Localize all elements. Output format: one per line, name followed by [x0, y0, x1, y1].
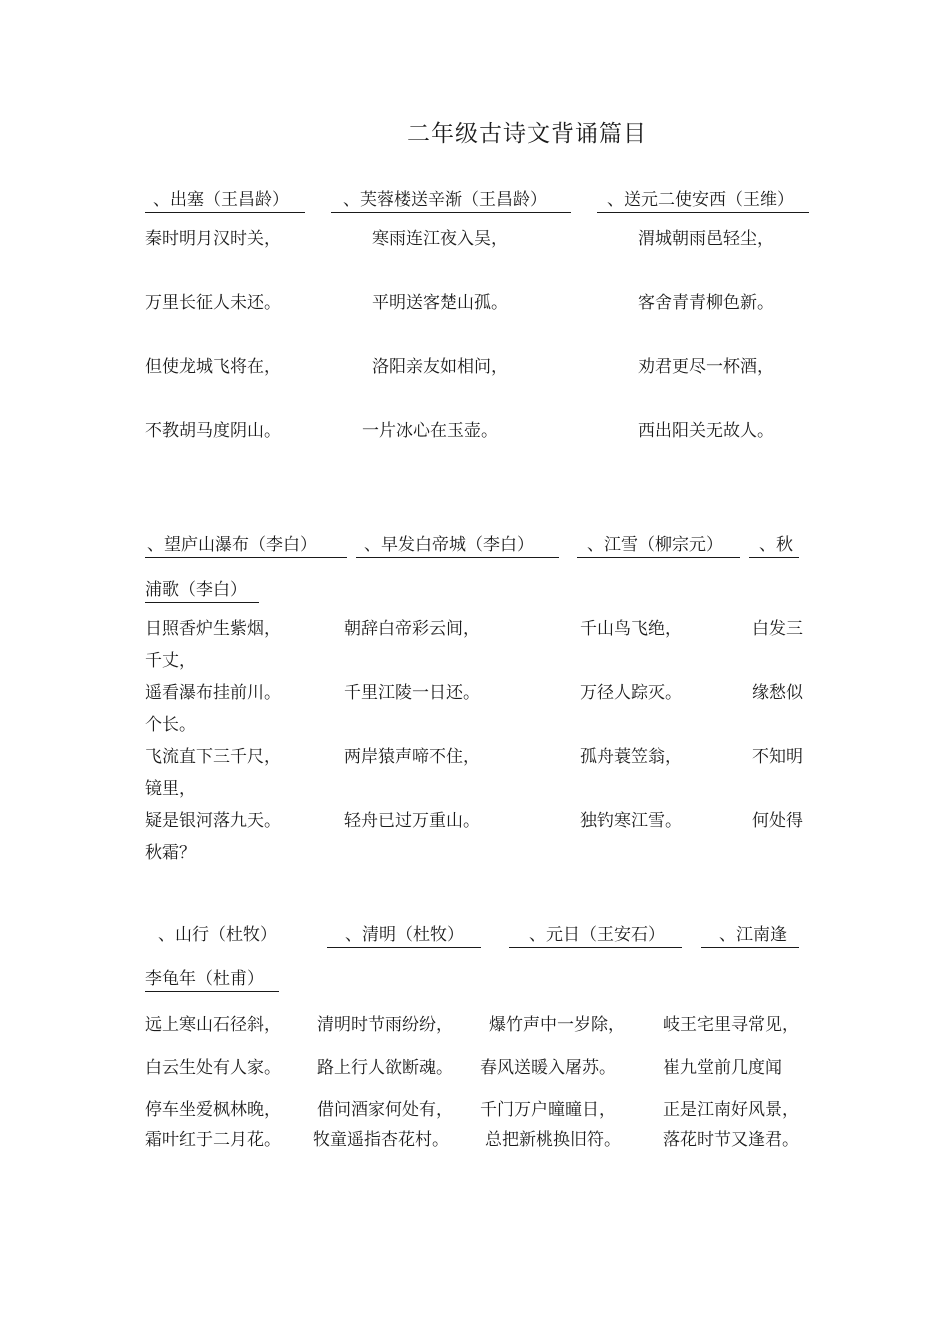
- poem-line: 秦时明月汉时关，: [145, 229, 281, 249]
- poem-line: 万径人踪灭。: [580, 683, 682, 703]
- poem-line: 洛阳亲友如相问，: [372, 357, 508, 377]
- poem-line: 白云生处有人家。: [145, 1058, 281, 1078]
- poem-line: 借问酒家何处有，: [317, 1100, 453, 1120]
- poem-line: 千门万户曈曈日，: [480, 1100, 616, 1120]
- poem-line: 一片冰心在玉壶。: [362, 421, 498, 441]
- poem-line: 霜叶红于二月花。: [145, 1130, 281, 1150]
- poem-line: 西出阳关无故人。: [638, 421, 774, 441]
- poem-heading-lushan: 、望庐山瀑布（李白）: [145, 535, 347, 558]
- poem-heading-songyuaner: 、送元二使安西（王维）: [597, 190, 809, 213]
- poem-line: 落花时节又逢君。: [663, 1130, 799, 1150]
- poem-line: 平明送客楚山孤。: [372, 293, 508, 313]
- poem-line: 千山鸟飞绝，: [580, 619, 682, 639]
- poem-line: 岐王宅里寻常见，: [663, 1015, 799, 1035]
- poem-line: 疑是银河落九天。: [145, 811, 281, 831]
- poem-line: 正是江南好风景，: [663, 1100, 799, 1120]
- poem-line: 何处得: [752, 811, 803, 831]
- poem-line: 镜里，: [145, 779, 196, 799]
- poem-line: 路上行人欲断魂。: [317, 1058, 453, 1078]
- poem-line: 总把新桃换旧符。: [485, 1130, 621, 1150]
- poem-line: 客舍青青柳色新。: [638, 293, 774, 313]
- poem-line: 飞流直下三千尺，: [145, 747, 281, 767]
- page-title: 二年级古诗文背诵篇目: [407, 121, 647, 147]
- poem-line: 停车坐爱枫林晚，: [145, 1100, 281, 1120]
- poem-line: 朝辞白帝彩云间，: [344, 619, 480, 639]
- poem-line: 渭城朝雨邑轻尘，: [638, 229, 774, 249]
- poem-heading-shanxing: 、山行（杜牧）: [158, 925, 277, 945]
- poem-line: 遥看瀑布挂前川。: [145, 683, 281, 703]
- poem-line: 秋霜？: [145, 843, 196, 863]
- poem-line: 日照香炉生紫烟，: [145, 619, 281, 639]
- poem-line: 不教胡马度阴山。: [145, 421, 281, 441]
- poem-heading-jiangnan-wrap: 李龟年（杜甫）: [145, 969, 279, 992]
- poem-heading-baidicheng: 、早发白帝城（李白）: [356, 535, 559, 558]
- poem-line: 劝君更尽一杯酒，: [638, 357, 774, 377]
- poem-line: 爆竹声中一岁除，: [489, 1015, 625, 1035]
- poem-line: 崔九堂前几度闻: [663, 1058, 782, 1078]
- poem-line: 孤舟蓑笠翁，: [580, 747, 682, 767]
- poem-line: 轻舟已过万重山。: [344, 811, 480, 831]
- poem-heading-furonglou: 、芙蓉楼送辛渐（王昌龄）: [331, 190, 571, 213]
- poem-heading-yuanri: 、元日（王安石）: [509, 925, 682, 948]
- poem-line: 万里长征人未还。: [145, 293, 281, 313]
- poem-line: 但使龙城飞将在，: [145, 357, 281, 377]
- poem-heading-qiupu-wrap: 浦歌（李白）: [145, 580, 259, 603]
- poem-line: 清明时节雨纷纷，: [317, 1015, 453, 1035]
- poem-line: 缘愁似: [752, 683, 803, 703]
- poem-line: 春风送暖入屠苏。: [480, 1058, 616, 1078]
- poem-line: 个长。: [145, 715, 196, 735]
- poem-line: 不知明: [752, 747, 803, 767]
- poem-line: 寒雨连江夜入吴，: [372, 229, 508, 249]
- poem-line: 独钓寒江雪。: [580, 811, 682, 831]
- poem-line: 牧童遥指杏花村。: [313, 1130, 449, 1150]
- poem-heading-qingming: 、清明（杜牧）: [327, 925, 481, 948]
- poem-line: 白发三: [752, 619, 803, 639]
- poem-heading-jiangnan: 、江南逢: [701, 925, 799, 948]
- poem-line: 远上寒山石径斜，: [145, 1015, 281, 1035]
- poem-heading-jiangxue: 、江雪（柳宗元）: [577, 535, 740, 558]
- poem-heading-qiupu: 、秋: [749, 535, 799, 558]
- poem-line: 千丈，: [145, 651, 196, 671]
- poem-heading-chusai: 、出塞（王昌龄）: [145, 190, 305, 213]
- poem-line: 千里江陵一日还。: [344, 683, 480, 703]
- poem-line: 两岸猿声啼不住，: [344, 747, 480, 767]
